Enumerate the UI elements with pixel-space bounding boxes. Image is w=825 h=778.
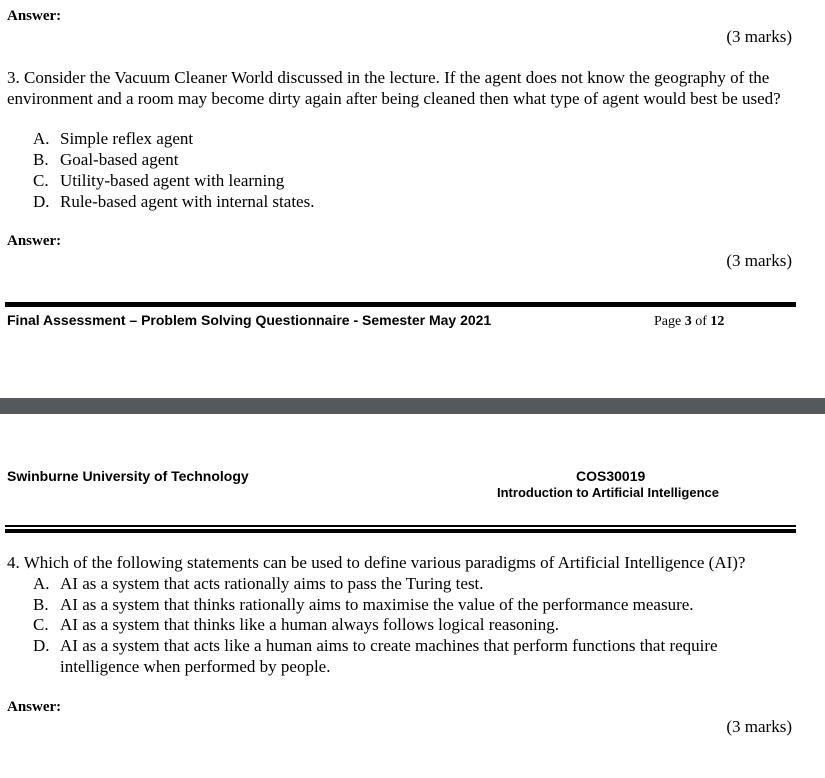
question-3-text: 3. Consider the Vacuum Cleaner World discussed in the lecture. If the agent does not know the geography of the environment and a room may become dirty again after being cleaned then what type of agent would best be used? (7, 68, 781, 108)
question-4-text: 4. Which of the following statements can be used to define various paradigms of Artificial Intelligence (AI)? (7, 553, 746, 572)
question-3-option-d (0, 192, 800, 212)
option-text: Rule-based agent with internal states. (60, 192, 315, 211)
question-4-option-d (0, 636, 800, 678)
option-text: AI as a system that thinks rationally aims to maximise the value of the performance measure. (60, 595, 694, 614)
footer-assessment-title: Final Assessment – Problem Solving Questionnaire - Semester May 2021 (7, 312, 492, 328)
header-rule-thin (5, 525, 796, 527)
course-title: Introduction to Artificial Intelligence (497, 485, 719, 500)
university-name: Swinburne University of Technology (7, 468, 249, 484)
option-text: Goal-based agent (60, 150, 179, 169)
page-separator (0, 398, 825, 414)
option-label: D. (33, 636, 50, 655)
option-text: Simple reflex agent (60, 129, 194, 148)
option-text: AI as a system that acts rationally aims to pass the Turing test. (60, 574, 484, 593)
course-code: COS30019 (576, 468, 646, 484)
option-label: A. (33, 574, 50, 593)
marks-label: (3 marks) (726, 27, 792, 46)
option-text: AI as a system that acts like a human aims to create machines that perform functions that require (60, 636, 718, 655)
option-label: B. (33, 150, 49, 169)
question-3-option-c (0, 171, 800, 191)
answer-label: Answer: (7, 233, 62, 249)
footer-rule (5, 302, 796, 307)
question-3-option-b (0, 150, 800, 170)
marks-label: (3 marks) (726, 717, 792, 736)
question-3-option-a (0, 129, 800, 149)
answer-label: Answer: (7, 8, 62, 24)
answer-label: Answer: (7, 699, 62, 715)
page-number (654, 312, 724, 332)
marks-label: (3 marks) (726, 251, 792, 270)
page-current: 3 (684, 314, 692, 329)
option-label: B. (33, 595, 49, 614)
question-4-option-b (0, 595, 800, 615)
option-label: A. (33, 129, 50, 148)
option-label: D. (33, 192, 50, 211)
question-4-option-c (0, 615, 800, 635)
option-text-continued: intelligence when performed by people. (60, 657, 331, 676)
option-label: C. (33, 171, 49, 190)
of-word: of (695, 314, 707, 329)
option-text: Utility-based agent with learning (60, 171, 285, 190)
option-text: AI as a system that thinks like a human always follows logical reasoning. (60, 615, 560, 634)
question-4-option-a (0, 574, 800, 594)
page-total: 12 (710, 314, 725, 329)
option-label: C. (33, 615, 49, 634)
page-word: Page (654, 314, 682, 329)
header-rule-thick (5, 529, 796, 533)
